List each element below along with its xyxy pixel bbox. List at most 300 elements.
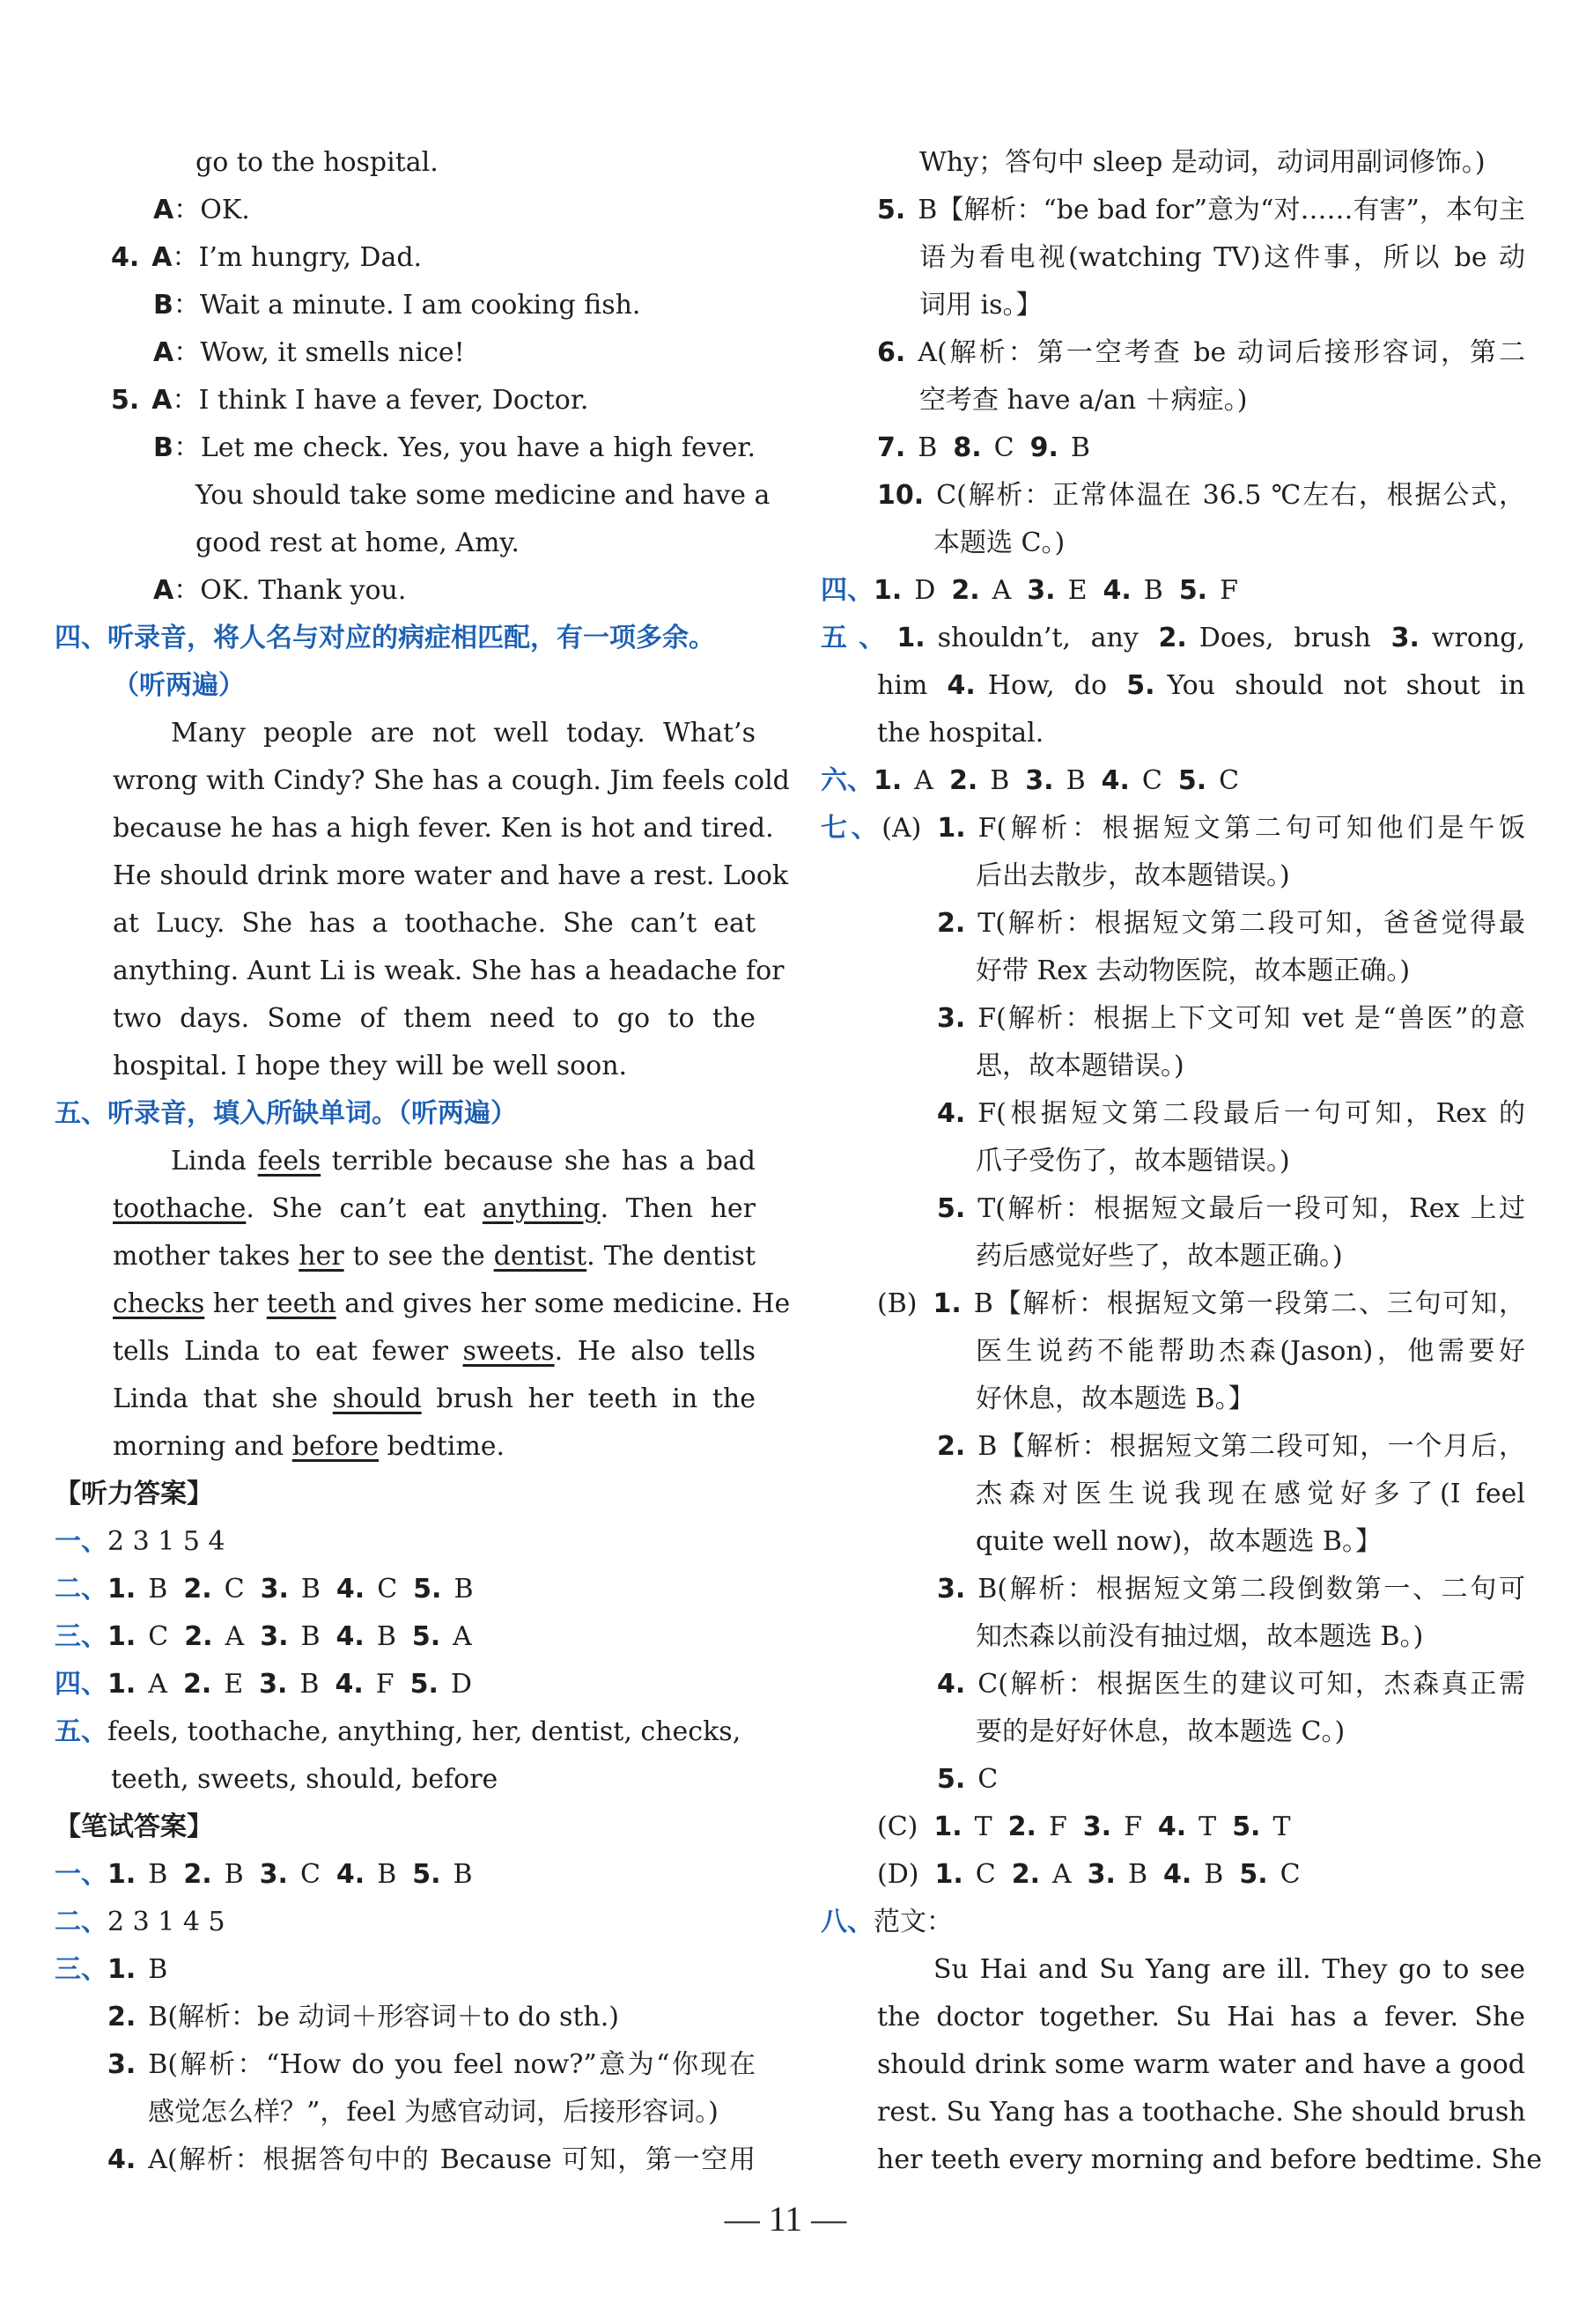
item-number: 5. <box>1232 1811 1261 1842</box>
text-span: 2 3 1 4 5 <box>107 1907 225 1937</box>
text-span: He should drink more water and have a rest. Look <box>113 860 789 891</box>
text-span: A <box>153 195 174 225</box>
text-line <box>55 1471 756 1518</box>
item-number: 1. <box>874 765 903 796</box>
item-number: 2. <box>1011 1859 1040 1890</box>
text-span: hospital. I hope they will be well soon. <box>113 1051 628 1081</box>
text-line <box>937 1423 1525 1471</box>
text-span: feels, toothache, anything, her, dentist, checks, <box>107 1716 741 1747</box>
text-span: 知杰森以前没有抽过烟，故本题选 B。) <box>976 1621 1424 1652</box>
text-span: T(解析：根据短文第二段可知，爸爸觉得最 <box>977 908 1525 939</box>
text-span: C <box>977 1764 999 1795</box>
item-number: 5. <box>1126 670 1155 701</box>
item-number: 6. <box>877 337 906 368</box>
text-span: . She can’t eat <box>246 1193 483 1224</box>
text-span: B <box>1204 1859 1224 1890</box>
text-span: A <box>148 1669 167 1700</box>
item-number: 3. <box>1390 623 1420 653</box>
item-number: 1. <box>934 1859 963 1890</box>
text-span: F <box>1220 575 1238 606</box>
text-span: ：I think I have a fever, Doctor. <box>172 385 589 416</box>
item-number: 3. <box>107 2049 136 2080</box>
text-span: and gives her some medicine. He <box>336 1288 791 1319</box>
text-span: B <box>1070 432 1090 463</box>
section-label: 一、 <box>55 1859 107 1890</box>
text-line <box>877 472 1525 520</box>
text-span: 要的是好好休息，故本题选 C。) <box>976 1716 1346 1747</box>
text-span: Many people are not well today. What’s <box>171 718 756 749</box>
text-span: 词用 is。】 <box>919 290 1043 321</box>
text-line <box>113 1328 756 1376</box>
text-line <box>171 710 756 757</box>
item-number: 1. <box>107 1954 136 1985</box>
item-number: 4. <box>1101 765 1130 796</box>
text-span: . He also tells <box>554 1336 756 1367</box>
item-number: 4. <box>947 670 976 701</box>
right-column <box>821 139 1542 2184</box>
text-span: sweets <box>462 1336 555 1367</box>
text-span: C <box>224 1574 245 1605</box>
text-span: B <box>153 290 173 321</box>
text-line <box>55 1566 756 1613</box>
text-line <box>877 662 1525 710</box>
text-span: B <box>1143 575 1163 606</box>
item-number: 3. <box>259 1669 288 1700</box>
text-line <box>976 1708 1525 1756</box>
item-number: 5. <box>937 1764 966 1795</box>
text-span: the hospital. <box>877 718 1044 749</box>
text-span: F(解析：根据短文第二句可知他们是午饭 <box>977 813 1525 844</box>
text-span: 语为看电视(watching TV)这件事，所以 be 动 <box>919 242 1525 273</box>
text-line <box>877 187 1525 234</box>
text-line <box>153 187 756 234</box>
item-number: 4. <box>336 1621 365 1652</box>
item-number: 2. <box>182 1669 212 1700</box>
text-span: wrong, <box>1431 623 1526 653</box>
item-number: 5. <box>111 385 140 416</box>
text-span: (D) <box>877 1859 919 1890</box>
text-span: D <box>450 1669 472 1700</box>
text-line <box>937 1090 1525 1138</box>
text-span: good rest at home, Amy. <box>195 528 520 558</box>
text-line <box>153 424 756 472</box>
text-span: A <box>151 385 173 416</box>
text-span: anything <box>482 1193 601 1224</box>
text-line <box>55 1899 756 1946</box>
text-line <box>877 2041 1525 2089</box>
item-number: 1. <box>107 1669 136 1700</box>
text-span: toothache <box>113 1193 247 1224</box>
item-number: 3. <box>259 1859 288 1890</box>
text-span: C <box>299 1859 321 1890</box>
text-line <box>55 1518 756 1566</box>
text-line <box>107 2041 756 2089</box>
text-line <box>937 1756 1525 1804</box>
text-span: ：Let me check. Yes, you have a high fever. <box>173 432 756 463</box>
text-span: F <box>1048 1811 1067 1842</box>
text-line <box>113 757 790 805</box>
text-span: 思，故本题错误。) <box>976 1051 1184 1081</box>
text-span: Why；答句中 sleep 是动词，动词用副词修饰。) <box>919 147 1486 178</box>
text-span: B <box>148 1859 168 1890</box>
text-span: B <box>376 1621 396 1652</box>
section-label: 一、 <box>55 1526 107 1557</box>
text-span: 本题选 C。) <box>933 528 1066 558</box>
item-number: 10. <box>877 480 925 511</box>
section-label: （听两遍） <box>113 670 245 701</box>
item-number: 3. <box>937 1574 966 1605</box>
text-span: A <box>153 575 174 606</box>
text-line <box>877 2136 1542 2184</box>
text-line <box>937 900 1525 948</box>
text-span: A <box>453 1621 472 1652</box>
text-line <box>113 1043 756 1090</box>
section-label: 四、 <box>55 1669 107 1700</box>
text-line <box>153 282 756 329</box>
text-span: A <box>151 242 173 273</box>
section-label: 三、 <box>55 1954 107 1985</box>
text-span: should <box>332 1383 422 1414</box>
text-span: ：Wow, it smells nice! <box>173 337 465 368</box>
section-label: 四、 <box>821 575 874 606</box>
text-line <box>113 1185 756 1233</box>
text-span: E <box>1067 575 1088 606</box>
text-span: C <box>377 1574 398 1605</box>
item-number: 7. <box>877 432 906 463</box>
text-span: before <box>291 1431 379 1462</box>
item-number: 4. <box>107 2144 136 2175</box>
text-line <box>937 995 1525 1043</box>
item-number: 5. <box>412 1859 441 1890</box>
item-number: 2. <box>183 1574 212 1605</box>
text-line <box>976 1376 1525 1423</box>
text-line <box>976 1138 1525 1185</box>
text-line <box>55 615 756 662</box>
text-span: tells Linda to eat fewer <box>113 1336 463 1367</box>
text-span: B <box>300 1621 321 1652</box>
text-span: 【笔试答案】 <box>55 1811 213 1842</box>
text-span: . The dentist <box>586 1241 756 1272</box>
text-span: A <box>914 765 933 796</box>
text-span: B <box>918 432 938 463</box>
text-span: C <box>975 1859 996 1890</box>
text-span: 好带 Rex 去动物医院，故本题正确。) <box>976 955 1411 986</box>
item-number: 4. <box>1163 1859 1192 1890</box>
text-line <box>111 1756 756 1804</box>
text-line <box>933 520 1525 567</box>
text-line <box>55 1613 756 1661</box>
text-line <box>877 329 1525 377</box>
item-number: 3. <box>1027 575 1056 606</box>
text-span: because he has a high fever. Ken is hot and tired. <box>113 813 774 844</box>
text-line <box>821 615 1525 662</box>
section-label: 八、 <box>821 1907 874 1937</box>
text-span: C <box>1280 1859 1301 1890</box>
text-span: T <box>974 1811 992 1842</box>
section-label: 七、 <box>821 813 882 844</box>
text-span: B <box>148 1954 168 1985</box>
text-span: 感觉怎么样？”，feel 为感官动词，后接形容词。) <box>148 2097 719 2128</box>
text-line <box>976 1471 1525 1518</box>
text-line <box>976 1613 1525 1661</box>
text-span: T(解析：根据短文最后一段可知，Rex 上过 <box>977 1193 1525 1224</box>
text-line <box>113 662 756 710</box>
item-number: 1. <box>933 1811 963 1842</box>
text-span: B <box>224 1859 244 1890</box>
text-span: B【解析：“be bad for”意为“对……有害”，本句主 <box>918 195 1525 225</box>
text-line <box>937 1185 1525 1233</box>
text-line <box>937 1566 1525 1613</box>
text-span: (B) <box>877 1288 918 1319</box>
text-span: bedtime. <box>379 1431 505 1462</box>
item-number: 3. <box>937 1003 966 1034</box>
text-line <box>55 1708 756 1756</box>
text-span: 后出去散步，故本题错误。) <box>976 860 1290 891</box>
text-span: B <box>300 1574 321 1605</box>
text-span: 空考查 have a/an ＋病症。) <box>919 385 1248 416</box>
text-span: checks <box>113 1288 205 1319</box>
item-number: 2. <box>937 1431 966 1462</box>
text-span: You should not shout in <box>1167 670 1526 701</box>
text-span: B <box>454 1574 474 1605</box>
text-line <box>113 1423 756 1471</box>
item-number: 2. <box>1007 1811 1036 1842</box>
item-number: 1. <box>874 575 903 606</box>
text-span: B <box>153 432 173 463</box>
text-span: teeth, sweets, should, before <box>111 1764 498 1795</box>
text-span: ：Wait a minute. I am cooking fish. <box>173 290 641 321</box>
text-line <box>113 805 774 852</box>
text-line <box>919 282 1525 329</box>
text-span: should drink some warm water and have a good <box>877 2049 1525 2080</box>
text-span: You should take some medicine and have a <box>195 480 771 511</box>
text-span: Linda that she <box>113 1383 333 1414</box>
text-span: the doctor together. Su Hai has a fever. She <box>877 2002 1525 2033</box>
text-line <box>937 1661 1525 1708</box>
section-label: 二、 <box>55 1907 107 1937</box>
text-line <box>171 1138 756 1185</box>
text-span: B <box>1066 765 1086 796</box>
text-span: B【解析：根据短文第二段可知，一个月后， <box>977 1431 1525 1462</box>
item-number: 4. <box>1103 575 1132 606</box>
text-span: 好休息，故本题选 B。】 <box>976 1383 1255 1414</box>
text-span: C(解析：根据医生的建议可知，杰森真正需 <box>977 1669 1525 1700</box>
text-span: teeth <box>266 1288 336 1319</box>
text-line <box>877 1280 1525 1328</box>
text-span: 2 3 1 5 4 <box>107 1526 225 1557</box>
text-line <box>148 2089 756 2136</box>
text-span: 医生说药不能帮助杰森(Jason)，他需要好 <box>976 1336 1525 1367</box>
text-span: C <box>1219 765 1240 796</box>
text-span: B(解析：be 动词＋形容词＋to do sth.) <box>148 2002 619 2033</box>
text-line <box>195 139 756 187</box>
text-line <box>113 852 789 900</box>
text-line <box>111 234 756 282</box>
text-span: rest. Su Yang has a toothache. She should brush <box>877 2097 1526 2128</box>
section-label: 六、 <box>821 765 874 796</box>
text-span: Does, brush <box>1199 623 1391 653</box>
item-number: 1. <box>896 623 926 653</box>
text-span: ：OK. Thank you. <box>173 575 407 606</box>
text-line <box>877 1804 1525 1851</box>
text-line <box>919 234 1525 282</box>
text-span: 【听力答案】 <box>55 1479 213 1509</box>
text-line <box>877 1851 1525 1899</box>
item-number: 3. <box>260 1621 289 1652</box>
text-span: E <box>224 1669 244 1700</box>
text-span: F(解析：根据上下文可知 vet 是“兽医”的意 <box>977 1003 1525 1034</box>
text-span: C <box>993 432 1014 463</box>
text-span: terrible because she has a bad <box>321 1146 756 1177</box>
item-number: 3. <box>1025 765 1054 796</box>
text-span: shouldn’t, any <box>937 623 1159 653</box>
text-span: her <box>299 1241 344 1272</box>
text-span: B <box>377 1859 397 1890</box>
section-label: 五、 <box>821 623 897 653</box>
text-span: F(根据短文第二段最后一句可知，Rex 的 <box>977 1098 1525 1129</box>
item-number: 1. <box>933 1288 962 1319</box>
item-number: 3. <box>260 1574 289 1605</box>
text-line <box>821 1899 1525 1946</box>
item-number: 4. <box>336 1859 365 1890</box>
text-line <box>976 1518 1525 1566</box>
text-span: A <box>153 337 174 368</box>
text-line <box>976 948 1525 995</box>
text-line <box>976 1328 1525 1376</box>
text-line <box>195 520 756 567</box>
text-span: at Lucy. She has a toothache. She can’t eat <box>113 908 756 939</box>
text-span: B【解析：根据短文第一段第二、三句可知， <box>973 1288 1525 1319</box>
text-line <box>113 1376 756 1423</box>
section-label: 五、 <box>55 1716 107 1747</box>
text-line <box>877 1994 1525 2041</box>
item-number: 5. <box>413 1574 442 1605</box>
text-span: 范文： <box>874 1907 953 1937</box>
item-number: 4. <box>1157 1811 1187 1842</box>
text-span: C <box>1141 765 1162 796</box>
text-line <box>976 1233 1525 1280</box>
text-span: quite well now)，故本题选 B。】 <box>976 1526 1382 1557</box>
text-line <box>55 1090 756 1138</box>
text-span: ：OK. <box>173 195 250 225</box>
section-label: 五、听录音，填入所缺单词。（听两遍） <box>55 1098 517 1129</box>
text-span: B <box>148 1574 168 1605</box>
text-line <box>113 1233 756 1280</box>
text-line <box>933 1946 1525 1994</box>
text-span: B(解析：“How do you feel now?”意为“你现在 <box>148 2049 756 2080</box>
text-span: C <box>148 1621 169 1652</box>
text-line <box>976 852 1525 900</box>
item-number: 2. <box>948 765 978 796</box>
item-number: 1. <box>107 1621 136 1652</box>
text-span: wrong with Cindy? She has a cough. Jim feels cold <box>113 765 790 796</box>
page-number: — 11 — <box>724 2199 847 2239</box>
text-span: (C) <box>877 1811 918 1842</box>
item-number: 5. <box>1178 575 1208 606</box>
text-span: (A) <box>881 813 922 844</box>
left-column <box>55 139 791 2184</box>
text-span: 杰森对医生说我现在感觉好多了(I feel <box>976 1479 1525 1509</box>
text-span: How, do <box>987 670 1127 701</box>
text-line <box>55 1661 756 1708</box>
item-number: 2. <box>107 2002 136 2033</box>
item-number: 5. <box>411 1621 441 1652</box>
text-span: dentist <box>493 1241 587 1272</box>
text-span: morning and <box>113 1431 292 1462</box>
text-span: C(解析：正常体温在 36.5 ℃左右，根据公式， <box>936 480 1525 511</box>
text-span: B(解析：根据短文第二段倒数第一、二句可 <box>977 1574 1525 1605</box>
text-line <box>111 377 756 424</box>
text-span: T <box>1272 1811 1291 1842</box>
text-line <box>821 757 1525 805</box>
text-span: go to the hospital. <box>195 147 439 178</box>
text-span: him <box>877 670 948 701</box>
item-number: 9. <box>1029 432 1058 463</box>
text-line <box>821 805 1525 852</box>
item-number: 2. <box>937 908 966 939</box>
text-line <box>153 567 756 615</box>
text-span: A <box>992 575 1012 606</box>
text-span: Linda <box>171 1146 258 1177</box>
text-span: anything. Aunt Li is weak. She has a headache for <box>113 955 785 986</box>
item-number: 1. <box>107 1574 136 1605</box>
text-span: A <box>1052 1859 1072 1890</box>
item-number: 5. <box>937 1193 966 1224</box>
text-line <box>113 900 756 948</box>
text-span: her teeth every morning and before bedtime. She <box>877 2144 1542 2175</box>
text-span: . Then her <box>600 1193 756 1224</box>
text-span: D <box>914 575 936 606</box>
text-line <box>153 329 756 377</box>
item-number: 4. <box>336 1574 365 1605</box>
section-label: 四、听录音，将人名与对应的病症相匹配，有一项多余。 <box>55 623 715 653</box>
item-number: 5. <box>877 195 906 225</box>
text-span: Su Hai and Su Yang are ill. They go to see <box>933 1954 1525 1985</box>
item-number: 4. <box>335 1669 364 1700</box>
text-span: B <box>1127 1859 1147 1890</box>
text-span: ：I’m hungry, Dad. <box>172 242 423 273</box>
text-line <box>55 1946 756 1994</box>
item-number: 2. <box>1158 623 1187 653</box>
text-line <box>107 1994 756 2041</box>
item-number: 5. <box>409 1669 439 1700</box>
section-label: 三、 <box>55 1621 107 1652</box>
item-number: 2. <box>951 575 980 606</box>
text-span: F <box>1124 1811 1142 1842</box>
text-span: T <box>1199 1811 1217 1842</box>
item-number: 4. <box>937 1098 966 1129</box>
text-span: to see the <box>343 1241 494 1272</box>
text-line <box>113 995 756 1043</box>
item-number: 5. <box>1239 1859 1268 1890</box>
text-span: 爪子受伤了，故本题错误。) <box>976 1146 1290 1177</box>
text-span: her <box>204 1288 267 1319</box>
text-line <box>821 567 1525 615</box>
item-number: 1. <box>107 1859 136 1890</box>
text-span: A <box>225 1621 245 1652</box>
text-line <box>976 1043 1525 1090</box>
text-line <box>55 1851 756 1899</box>
item-number: 4. <box>111 242 140 273</box>
item-number: 3. <box>1082 1811 1112 1842</box>
text-line <box>55 1804 756 1851</box>
text-line <box>113 1280 791 1328</box>
text-span: B <box>990 765 1010 796</box>
text-line <box>919 377 1525 424</box>
text-span: mother takes <box>113 1241 299 1272</box>
text-span: A(解析：根据答句中的 Because 可知，第一空用 <box>148 2144 756 2175</box>
item-number: 3. <box>1087 1859 1116 1890</box>
